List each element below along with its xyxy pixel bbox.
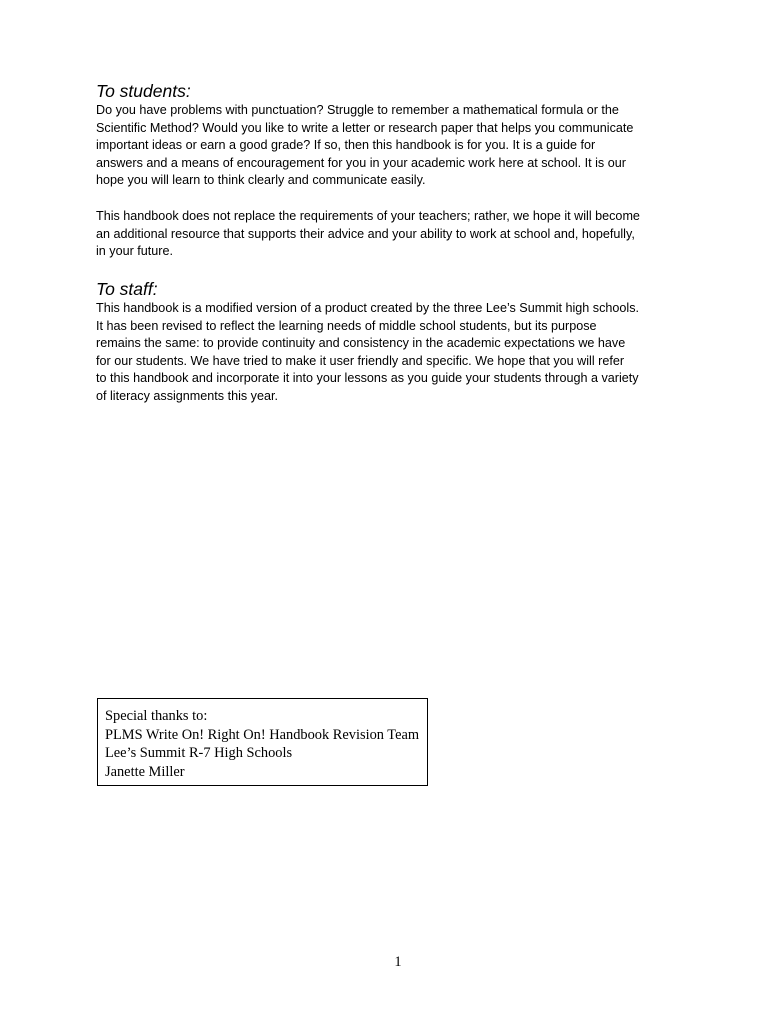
text-line: hope you will learn to think clearly and communicate easily. xyxy=(96,173,426,188)
text-line: in your future. xyxy=(96,244,174,259)
students-heading: To students: xyxy=(96,81,191,101)
thanks-line: Special thanks to: xyxy=(105,708,208,724)
text-line: Scientific Method? Would you like to write a letter or research paper that helps you communicate xyxy=(96,120,634,135)
text-line: Do you have problems with punctuation? Struggle to remember a mathematical formula or the xyxy=(96,103,619,117)
staff-heading: To staff: xyxy=(96,279,158,299)
special-thanks-text xyxy=(105,707,419,781)
thanks-line: PLMS Write On! Right On! Handbook Revision Team xyxy=(105,726,420,743)
special-thanks-box xyxy=(97,698,428,786)
text-line: It has been revised to reflect the learning needs of middle school students, but its purpose xyxy=(96,318,597,333)
students-paragraph-1 xyxy=(96,102,716,190)
text-line: important ideas or earn a good grade? If so, then this handbook is for you. It is a guide for xyxy=(96,138,596,153)
students-paragraph-2 xyxy=(96,208,716,261)
text-line: remains the same: to provide continuity and consistency in the academic expectations we have xyxy=(96,336,626,351)
staff-paragraph xyxy=(96,300,716,406)
thanks-line: Janette Miller xyxy=(105,763,185,780)
text-line: to this handbook and incorporate it into your lessons as you guide your students through a variety xyxy=(96,371,639,386)
text-line: answers and a means of encouragement for you in your academic work here at school. It is our xyxy=(96,155,626,170)
text-line: This handbook does not replace the requirements of your teachers; rather, we hope it will become xyxy=(96,209,640,223)
text-line: for our students. We have tried to make it user friendly and specific. We hope that you will refer xyxy=(96,353,625,368)
thanks-line: Lee’s Summit R-7 High Schools xyxy=(105,745,293,761)
text-line: an additional resource that supports their advice and your ability to work at school and, hopefully, xyxy=(96,226,635,241)
text-line: of literacy assignments this year. xyxy=(96,388,278,403)
text-line: This handbook is a modified version of a product created by the three Lee’s Summit high schools. xyxy=(96,301,640,315)
page-number: 1 xyxy=(394,954,402,970)
